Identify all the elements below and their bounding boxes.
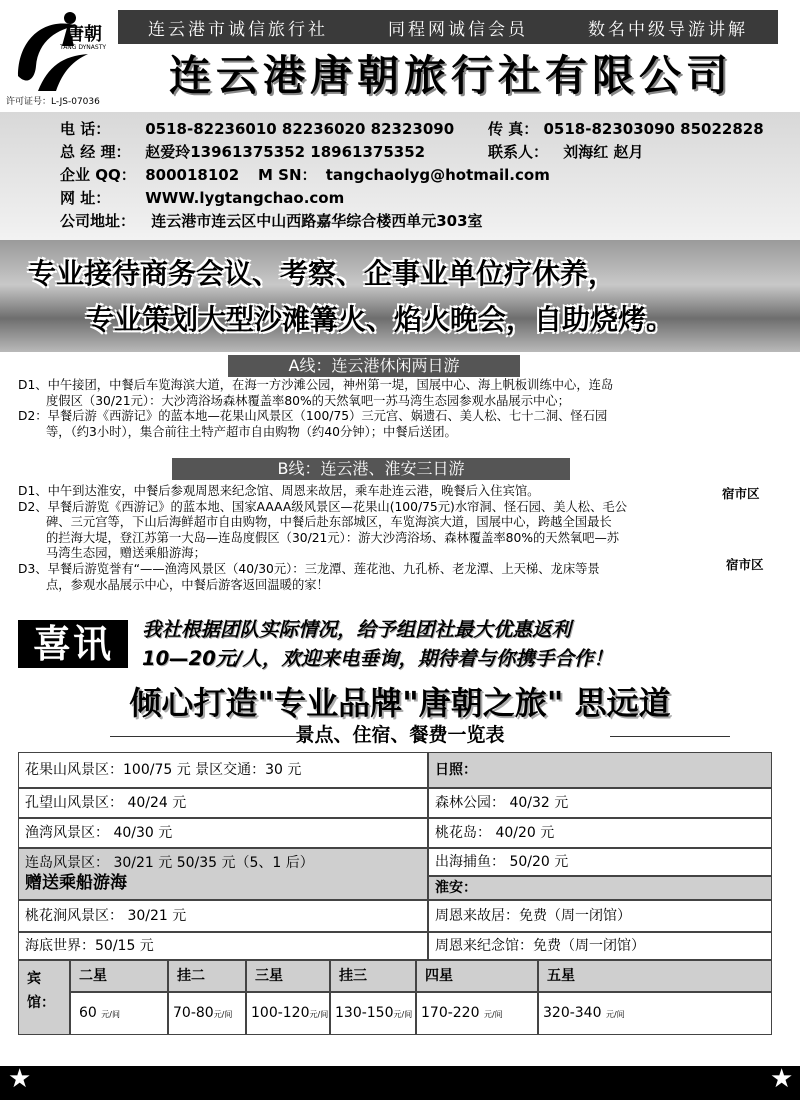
route-b-title: B线：连云港、淮安三日游 bbox=[172, 458, 570, 480]
route-b-line: D2、早餐后游览《西游记》的蓝本地、国家AAAA级风景区—花果山(100/75元)水帘洞、怪石园、美人松、毛公 bbox=[18, 499, 627, 514]
qq-value: 800018102 bbox=[145, 166, 240, 184]
footer-bar bbox=[0, 1066, 800, 1100]
contact-person-value: 刘海红 赵月 bbox=[563, 143, 644, 161]
route-b-line: 马湾生态园，赠送乘船游海； bbox=[46, 546, 206, 561]
phone-row bbox=[60, 118, 454, 139]
subtitle-rule-right bbox=[610, 736, 730, 737]
star-icon: ★ bbox=[8, 1064, 32, 1094]
hotel-header-5star: 五星 bbox=[538, 960, 772, 992]
msn-row bbox=[258, 164, 550, 185]
route-a-line: D2：早餐后游《西游记》的蓝本地—花果山风景区（100/75）三元宫、娲遗石、美人松、七十二洞、怪石园 bbox=[18, 409, 608, 424]
logo-text: 唐朝 bbox=[66, 24, 102, 45]
cell-jinianguan: 周恩来纪念馆：免费（周一闭馆） bbox=[428, 932, 772, 960]
web-row bbox=[60, 187, 344, 208]
hotel-header-gua2: 挂二 bbox=[168, 960, 246, 992]
cell-taohuajian: 桃花涧风景区： 30/21 元 bbox=[18, 900, 428, 932]
route-b-line: 点，参观水晶展示中心，中餐后游客返回温暖的家！ bbox=[46, 577, 329, 592]
cell-huaian: 淮安： bbox=[428, 876, 772, 900]
promo-line-2: 10—20元/人，欢迎来电垂询，期待着与你携手合作！ bbox=[142, 647, 613, 670]
stay-note-d2: 宿市区 bbox=[726, 557, 764, 572]
cell-yuwan: 渔湾风景区： 40/30 元 bbox=[18, 818, 428, 848]
cell-kongwangshan: 孔望山风景区： 40/24 元 bbox=[18, 788, 428, 818]
tag-bar bbox=[118, 10, 778, 44]
hotel-price-2star bbox=[70, 992, 168, 1035]
contact-panel bbox=[0, 112, 800, 240]
route-b-line: D1、中午到达淮安，中餐后参观周恩来纪念馆、周恩来故居，乘车赴连云港，晚餐后入住宾馆。 bbox=[18, 484, 540, 498]
price-value: 170-220 bbox=[421, 1005, 480, 1021]
service-banner bbox=[0, 240, 800, 352]
fax-row bbox=[488, 118, 764, 139]
cell-chuhai: 出海捕鱼： 50/20 元 bbox=[428, 848, 772, 876]
hotel-price-gua2 bbox=[168, 992, 246, 1035]
price-value: 320-340 bbox=[543, 1005, 602, 1021]
phone-value: 0518-82236010 82236020 82323090 bbox=[145, 120, 455, 138]
tag-1: 连云港市诚信旅行社 bbox=[148, 19, 328, 40]
liandao-gift: 赠送乘船游海 bbox=[25, 873, 127, 893]
license-number: 许可证号：L-JS-07036 bbox=[6, 97, 100, 107]
contact-person-row bbox=[488, 141, 643, 162]
price-unit: 元/间 bbox=[213, 1010, 233, 1019]
route-b-line: D3、早餐后游览誉有“——渔湾风景区（40/30元）：三龙潭、莲花池、九孔桥、老龙潭、上天梯、龙床等景 bbox=[18, 561, 600, 576]
fax-value: 0518-82303090 85022828 bbox=[543, 120, 764, 138]
manager-row bbox=[60, 141, 425, 162]
route-b-line: 的拦海大堤，登江苏第一大岛—连岛度假区（30/21元）：游大沙湾浴场、森林覆盖率80%的天然氧吧—苏 bbox=[46, 530, 620, 545]
route-a-line: 等，（约3小时），集合前往土特产超市自由购物（约40分钟）；中餐后送团。 bbox=[46, 424, 457, 439]
fax-label: 传 真： bbox=[488, 120, 539, 138]
price-unit: 元/间 bbox=[101, 1010, 120, 1019]
msn-label: M SN： bbox=[258, 166, 317, 184]
cell-guju: 周恩来故居：免费（周一闭馆） bbox=[428, 900, 772, 932]
liandao-price: 连岛风景区： 30/21 元 50/35 元（5、1 后） bbox=[25, 855, 314, 871]
price-value: 70-80 bbox=[173, 1005, 214, 1021]
web-label: 网 址： bbox=[60, 189, 111, 207]
price-unit: 元/间 bbox=[605, 1010, 625, 1019]
qq-row bbox=[60, 164, 239, 185]
msn-value[interactable]: tangchaolyg@hotmail.com bbox=[325, 166, 550, 184]
qq-label: 企业 QQ： bbox=[60, 166, 136, 184]
cell-haidi: 海底世界：50/15 元 bbox=[18, 932, 428, 960]
price-unit: 元/间 bbox=[309, 1010, 329, 1019]
manager-value: 赵爱玲13961375352 18961375352 bbox=[145, 143, 426, 161]
tag-3: 数名中级导游讲解 bbox=[588, 19, 748, 40]
cell-senlin: 森林公园： 40/32 元 bbox=[428, 788, 772, 818]
web-value[interactable]: WWW.lygtangchao.com bbox=[145, 189, 345, 207]
cell-taohuadao: 桃花岛： 40/20 元 bbox=[428, 818, 772, 848]
hotel-header-4star: 四星 bbox=[416, 960, 538, 992]
price-table-title: 景点、住宿、餐费一览表 bbox=[295, 724, 505, 746]
price-unit: 元/间 bbox=[393, 1010, 413, 1019]
slogan: 倾心打造"专业品牌"唐朝之旅" 思远道 bbox=[129, 684, 671, 722]
hotel-label: 宾 馆： bbox=[18, 960, 70, 1035]
route-a-body bbox=[18, 378, 613, 440]
route-a-title: A线：连云港休闲两日游 bbox=[228, 355, 520, 377]
hotel-price-4star bbox=[416, 992, 538, 1035]
route-b-body bbox=[18, 484, 627, 593]
hotel-price-gua3 bbox=[330, 992, 416, 1035]
hotel-header-3star: 三星 bbox=[246, 960, 330, 992]
manager-label: 总 经 理： bbox=[60, 143, 131, 161]
banner-line-1: 专业接待商务会议、考察、企事业单位疗休养， bbox=[28, 257, 617, 290]
hotel-header-gua3: 挂三 bbox=[330, 960, 416, 992]
stay-note-d1: 宿市区 bbox=[722, 486, 760, 501]
promo-line-1: 我社根据团队实际情况，给予组团社最大优惠返利 bbox=[142, 618, 572, 641]
price-value: 100-120 bbox=[251, 1005, 310, 1021]
price-value: 130-150 bbox=[335, 1005, 394, 1021]
banner-line-2: 专业策划大型沙滩篝火、焰火晚会，自助烧烤。 bbox=[86, 303, 675, 336]
star-icon: ★ bbox=[770, 1064, 794, 1094]
address-value: 连云港市连云区中山西路嘉华综合楼西单元303室 bbox=[151, 212, 483, 230]
address-label: 公司地址： bbox=[60, 212, 136, 230]
price-value: 60 bbox=[79, 1005, 97, 1021]
cell-huaguoshan: 花果山风景区：100/75 元 景区交通：30 元 bbox=[18, 752, 428, 788]
route-a-line: D1、中午接团，中餐后车览海滨大道，在海一方沙滩公园，神州第一堤，国展中心、海上帆板训练中心，连岛 bbox=[18, 378, 614, 392]
phone-label: 电 话： bbox=[60, 120, 111, 138]
company-name: 连云港唐朝旅行社有限公司 bbox=[168, 51, 733, 100]
tag-2: 同程网诚信会员 bbox=[388, 19, 528, 40]
contact-person-label: 联系人： bbox=[488, 143, 549, 161]
logo-subtext: TANG DYNASTY bbox=[60, 44, 107, 51]
address-row bbox=[60, 210, 483, 231]
cell-liandao bbox=[18, 848, 428, 900]
cell-rizhao: 日照： bbox=[428, 752, 772, 788]
route-a-line: 度假区（30/21元）：大沙湾浴场森林覆盖率80%的天然氧吧一苏马湾生态园参观水晶展示中心； bbox=[46, 393, 570, 408]
hotel-price-5star bbox=[538, 992, 772, 1035]
price-table bbox=[18, 752, 772, 1035]
hotel-header-2star: 二星 bbox=[70, 960, 168, 992]
hotel-price-3star bbox=[246, 992, 330, 1035]
good-news-badge: 喜讯 bbox=[18, 620, 128, 668]
route-b-line: 碑、三元宫等，下山后海鲜超市自由购物，中餐后赴东部城区，车览海滨大道，国展中心，跨越全国最长 bbox=[46, 515, 612, 530]
price-unit: 元/间 bbox=[483, 1010, 503, 1019]
